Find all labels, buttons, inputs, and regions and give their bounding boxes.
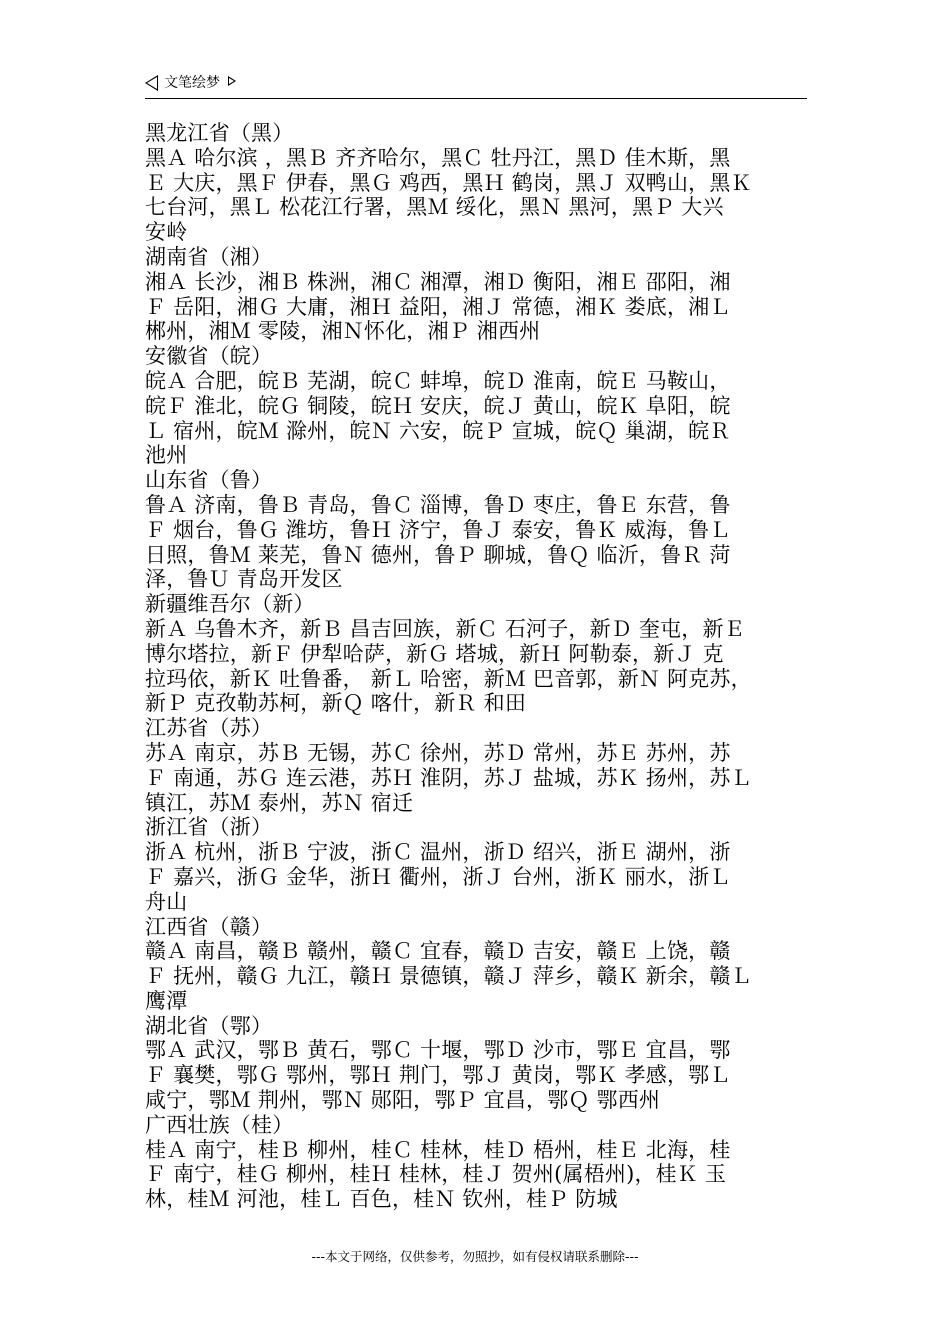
text-line: 广西壮族（桂）	[145, 1112, 294, 1137]
text-line: 池州	[145, 443, 188, 468]
text-line: 舟山	[145, 889, 188, 914]
text-line: 博尔塔拉，新Ｆ 伊犁哈萨，新Ｇ 塔城，新Ｈ 阿勒泰，新Ｊ 克	[145, 641, 724, 666]
text-line: 桂Ａ 南宁，桂Ｂ 柳州，桂Ｃ 桂林，桂Ｄ 梧州，桂Ｅ 北海，桂	[145, 1137, 731, 1162]
text-line: 日照，鲁Ｍ 莱芜，鲁Ｎ 德州，鲁Ｐ 聊城，鲁Ｑ 临沂，鲁Ｒ 菏	[145, 542, 731, 567]
text-line: 江西省（赣）	[145, 914, 273, 939]
text-line: 鹰潭	[145, 988, 188, 1013]
document-body	[145, 121, 813, 1212]
text-line: Ｌ 宿州，皖Ｍ 滁州，皖Ｎ 六安，皖Ｐ 宣城，皖Ｑ 巢湖，皖Ｒ	[145, 418, 731, 443]
text-line: 安岭	[145, 220, 188, 245]
text-line: 浙Ａ 杭州，浙Ｂ 宁波，浙Ｃ 温州，浙Ｄ 绍兴，浙Ｅ 湖州，浙	[145, 840, 731, 865]
text-line: 赣Ａ 南昌，赣Ｂ 赣州，赣Ｃ 宜春，赣Ｄ 吉安，赣Ｅ 上饶，赣	[145, 939, 731, 964]
text-line: Ｆ 南通，苏Ｇ 连云港，苏Ｈ 淮阴，苏Ｊ 盐城，苏Ｋ 扬州，苏Ｌ	[145, 765, 752, 790]
text-line: 新Ａ 乌鲁木齐，新Ｂ 昌吉回族，新Ｃ 石河子，新Ｄ 奎屯，新Ｅ	[145, 616, 745, 641]
text-line: 湖南省（湘）	[145, 244, 273, 269]
text-line: 苏Ａ 南京，苏Ｂ 无锡，苏Ｃ 徐州，苏Ｄ 常州，苏Ｅ 苏州，苏	[145, 740, 731, 765]
text-line: Ｆ 烟台，鲁Ｇ 潍坊，鲁Ｈ 济宁，鲁Ｊ 泰安，鲁Ｋ 威海，鲁Ｌ	[145, 517, 731, 542]
text-line: Ｆ 嘉兴，浙Ｇ 金华，浙Ｈ 衢州，浙Ｊ 台州，浙Ｋ 丽水，浙Ｌ	[145, 864, 731, 889]
text-line: 咸宁，鄂Ｍ 荆州，鄂Ｎ 郧阳，鄂Ｐ 宜昌，鄂Ｑ 鄂西州	[145, 1088, 661, 1113]
text-line: 新Ｐ 克孜勒苏柯，新Ｑ 喀什，新Ｒ 和田	[145, 691, 527, 716]
text-line: 湘Ａ 长沙，湘Ｂ 株洲，湘Ｃ 湘潭，湘Ｄ 衡阳，湘Ｅ 邵阳，湘	[145, 269, 731, 294]
text-line: 湖北省（鄂）	[145, 1013, 273, 1038]
text-line: 浙江省（浙）	[145, 815, 273, 840]
text-line: Ｆ 襄樊，鄂Ｇ 鄂州，鄂Ｈ 荆门，鄂Ｊ 黄岗，鄂Ｋ 孝感，鄂Ｌ	[145, 1063, 731, 1088]
text-line: 皖Ｆ 淮北，皖Ｇ 铜陵，皖Ｈ 安庆，皖Ｊ 黄山，皖Ｋ 阜阳，皖	[145, 393, 731, 418]
text-line: 镇江，苏Ｍ 泰州，苏Ｎ 宿迁	[145, 790, 414, 815]
triangle-right-icon	[228, 76, 236, 86]
brand	[145, 74, 236, 92]
text-line: 山东省（鲁）	[145, 468, 273, 493]
text-line: 江苏省（苏）	[145, 716, 273, 741]
triangle-left-icon	[145, 75, 158, 91]
text-line: 鄂Ａ 武汉，鄂Ｂ 黄石，鄂Ｃ 十堰，鄂Ｄ 沙市，鄂Ｅ 宜昌，鄂	[145, 1038, 731, 1063]
text-line: Ｆ 南宁，桂Ｇ 柳州，桂Ｈ 桂林，桂Ｊ 贺州(属梧州)，桂Ｋ 玉	[145, 1162, 727, 1187]
text-line: 郴州，湘Ｍ 零陵，湘Ｎ怀化，湘Ｐ 湘西州	[145, 319, 541, 344]
text-line: 黑龙江省（黑）	[145, 121, 294, 145]
text-line: 新疆维吾尔（新）	[145, 592, 315, 617]
page-header	[145, 74, 807, 99]
text-line: Ｆ 岳阳，湘Ｇ 大庸，湘Ｈ 益阳，湘Ｊ 常德，湘Ｋ 娄底，湘Ｌ	[145, 294, 731, 319]
footer-notice: ---本文于网络，仅供参考，勿照抄，如有侵权请联系删除---	[311, 1249, 639, 1264]
text-line: 七台河，黑Ｌ 松花江行署，黑Ｍ 绥化，黑Ｎ 黑河，黑Ｐ 大兴	[145, 195, 724, 220]
text-line: Ｆ 抚州，赣Ｇ 九江，赣Ｈ 景德镇，赣Ｊ 萍乡，赣Ｋ 新余，赣Ｌ	[145, 964, 752, 989]
text-line: 泽，鲁Ｕ 青岛开发区	[145, 567, 343, 592]
text-line: 鲁Ａ 济南，鲁Ｂ 青岛，鲁Ｃ 淄博，鲁Ｄ 枣庄，鲁Ｅ 东营，鲁	[145, 492, 731, 517]
text-line: 拉玛依，新Ｋ 吐鲁番， 新Ｌ 哈密，新Ｍ 巴音郭，新Ｎ 阿克苏，	[145, 666, 752, 691]
text-line: 皖Ａ 合肥，皖Ｂ 芜湖，皖Ｃ 蚌埠，皖Ｄ 淮南，皖Ｅ 马鞍山，	[145, 368, 731, 393]
text-line: 安徽省（皖）	[145, 344, 273, 369]
text-line: Ｅ 大庆，黑Ｆ 伊春，黑Ｇ 鸡西，黑Ｈ 鹤岗，黑Ｊ 双鸭山，黑Ｋ	[145, 170, 752, 195]
brand-title: 文笔绘梦	[164, 75, 220, 91]
text-line: 林，桂Ｍ 河池，桂Ｌ 百色，桂Ｎ 钦州，桂Ｐ 防城	[145, 1187, 618, 1212]
text-line: 黑Ａ 哈尔滨 ，黑Ｂ 齐齐哈尔，黑Ｃ 牡丹江，黑Ｄ 佳木斯，黑	[145, 145, 731, 170]
